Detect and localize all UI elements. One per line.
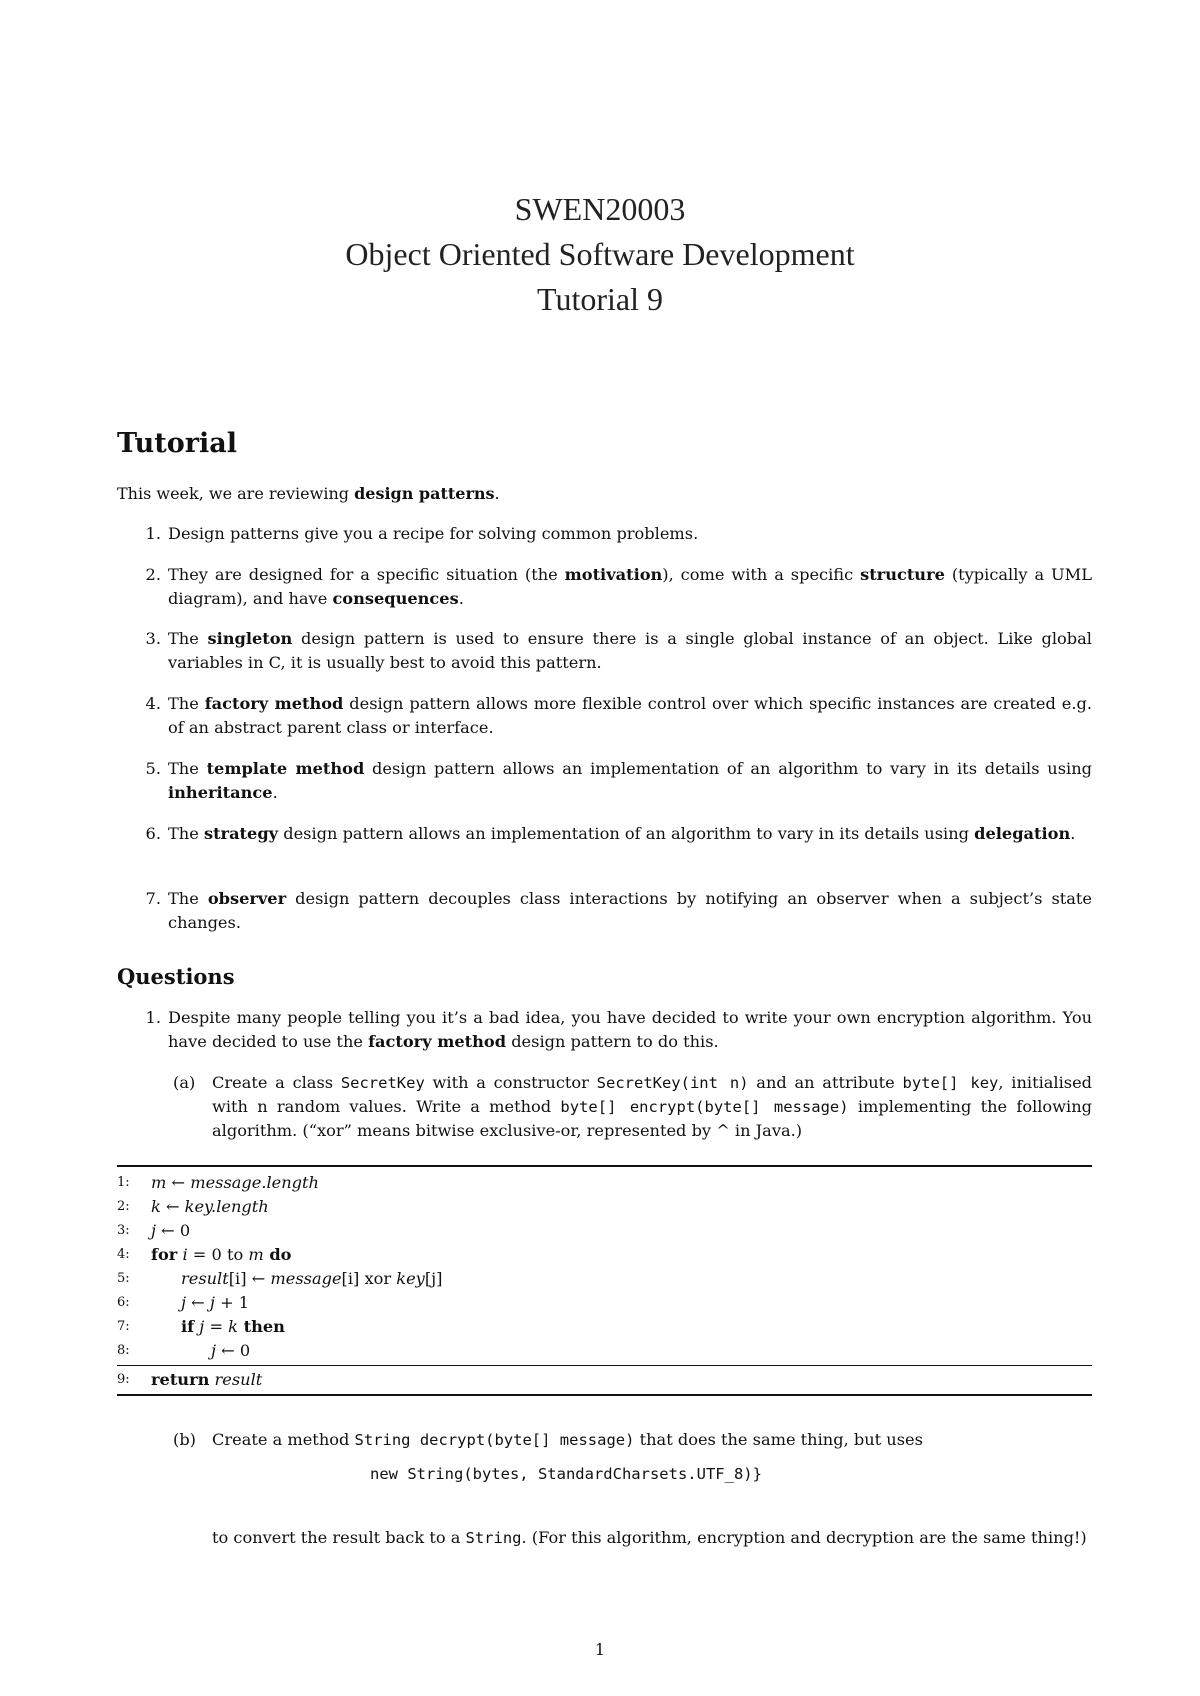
list-text: The strategy design pattern allows an implementation of an algorithm to vary in its details using delegation. (168, 824, 1076, 843)
list-text: The template method design pattern allows an implementation of an algorithm to vary in its details using inheritance. (168, 759, 1092, 802)
intro-text: This week, we are reviewing (117, 484, 355, 503)
list-text: The factory method design pattern allows more flexible control over which specific instances are created e.g. of an abstract parent class or interface. (168, 694, 1092, 737)
question-number: 1. (145, 1008, 161, 1027)
code-snippet: new String(bytes, StandardCharsets.UTF_8)} (370, 1465, 762, 1483)
section-heading-questions: Questions (117, 964, 235, 989)
list-number: 1. (145, 524, 161, 543)
list-number: 7. (145, 889, 161, 908)
list-number: 5. (145, 759, 161, 778)
algorithm-divider (117, 1365, 1092, 1366)
list-number: 4. (145, 694, 161, 713)
page-number: 1 (594, 1640, 606, 1659)
list-text: The singleton design pattern is used to ensure there is a single global instance of an object. Like global variables in C, it is usually best to avoid this pattern. (168, 629, 1092, 672)
list-number: 2. (145, 565, 161, 584)
subquestion-text: to convert the result back to a String. (For this algorithm, encryption and decryption are the same thing!) (212, 1528, 1087, 1547)
course-name: Object Oriented Software Development (345, 236, 855, 272)
intro-text-end: . (494, 484, 500, 503)
subquestion-text: Create a class SecretKey with a constructor SecretKey(int n) and an attribute byte[] key, initialised with n random values. Write a method byte[] encrypt(byte[] message) implementing the following algorithm. (“xor” means bitwise exclusive-or, represented by ^ in Java.) (212, 1073, 1093, 1140)
intro-bold: design patterns (354, 484, 495, 503)
course-code: SWEN20003 (514, 191, 686, 227)
list-text: They are designed for a specific situation (the motivation), come with a specific structure (typically a UML diagram), and have consequences. (168, 565, 1093, 608)
question-text: Despite many people telling you it’s a bad idea, you have decided to write your own encryption algorithm. You have decided to use the factory method design pattern to do this. (168, 1008, 1092, 1051)
list-number: 6. (145, 824, 161, 843)
list-text: The observer design pattern decouples class interactions by notifying an observer when a subject’s state changes. (168, 889, 1092, 932)
subquestion-label: (a) (173, 1073, 196, 1092)
section-heading-tutorial: Tutorial (117, 428, 237, 459)
subquestion-text: Create a method String decrypt(byte[] message) that does the same thing, but uses (212, 1430, 923, 1449)
list-number: 3. (145, 629, 161, 648)
tutorial-number: Tutorial 9 (537, 281, 663, 317)
document-title (0, 187, 1200, 322)
list-text: Design patterns give you a recipe for solving common problems. (168, 524, 699, 543)
algorithm-box: 1: m ← message.length 2: k ← key.length 3: j ← 0 4: for i = 0 to m do 5: result[i] ← message[i] xor key[j] 6: j ← j + 1 7: if j = k then 8: j ← 0 9: return result (117, 1165, 1092, 1396)
intro-paragraph (117, 484, 500, 503)
subquestion-label: (b) (173, 1430, 196, 1449)
